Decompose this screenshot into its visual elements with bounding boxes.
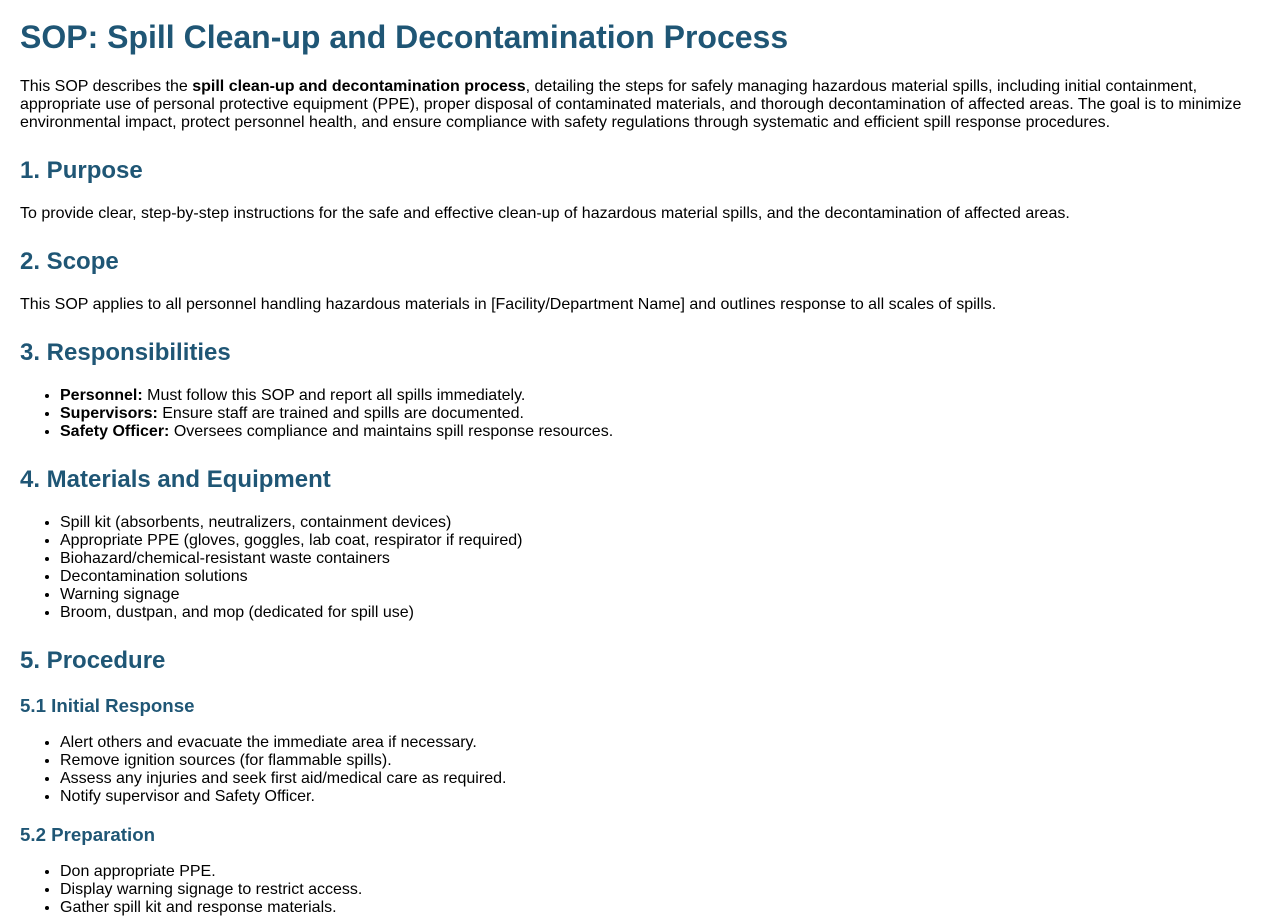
purpose-text: To provide clear, step-by-step instructions for the safe and effective clean-up of hazardous material spills, and the decontamination of affected areas. [20, 205, 1070, 222]
list-item: • Display warning signage to restrict access. [60, 881, 1243, 899]
page-title: SOP: Spill Clean-up and Decontamination Process [20, 19, 789, 55]
list-item: • Gather spill kit and response materials. [60, 899, 1243, 917]
intro-bold-term: spill clean-up and decontamination process [192, 78, 526, 95]
list-item: • Spill kit (absorbents, neutralizers, containment devices) [60, 514, 1243, 532]
section-heading-procedure: 5. Procedure [20, 647, 166, 674]
role-label: Supervisors: [60, 405, 158, 422]
intro-suffix: , detailing the steps for safely managing hazardous material spills, including initial containment, appropriate use of personal protective equipment (PPE), proper disposal of contaminated materials, and thorough decontamination of affected areas. The goal is to minimize environmental impact, protect personnel health, and ensure compliance with safety regulations through systematic and efficient spill response procedures. [20, 78, 1242, 131]
list-item: • Decontamination solutions [60, 568, 1243, 586]
list-item [60, 405, 1243, 423]
preparation-list [20, 863, 1243, 917]
list-item: • Appropriate PPE (gloves, goggles, lab coat, respirator if required) [60, 532, 1243, 550]
materials-list [20, 514, 1243, 622]
section-heading-responsibilities: 3. Responsibilities [20, 339, 231, 366]
intro-prefix: This SOP describes the [20, 78, 193, 95]
list-item: • Notify supervisor and Safety Officer. [60, 788, 1243, 806]
responsibilities-list [20, 387, 1243, 441]
section-heading-purpose: 1. Purpose [20, 157, 143, 184]
list-item: • Broom, dustpan, and mop (dedicated for spill use) [60, 604, 1243, 622]
list-item [60, 423, 1243, 441]
role-label: Safety Officer: [60, 423, 170, 440]
role-label: Personnel: [60, 387, 143, 404]
list-item: • Assess any injuries and seek first aid/medical care as required. [60, 770, 1243, 788]
initial-response-list [20, 734, 1243, 806]
section-heading-scope: 2. Scope [20, 248, 119, 275]
section-heading-materials: 4. Materials and Equipment [20, 466, 331, 493]
scope-text: This SOP applies to all personnel handling hazardous materials in [Facility/Department Name] and outlines response to all scales of spills. [20, 296, 997, 313]
list-item [60, 387, 1243, 405]
list-item: • Biohazard/chemical-resistant waste containers [60, 550, 1243, 568]
subsection-heading-preparation: 5.2 Preparation [20, 824, 156, 845]
list-item: • Warning signage [60, 586, 1243, 604]
subsection-heading-initial-response: 5.1 Initial Response [20, 695, 195, 716]
list-item: • Alert others and evacuate the immediate area if necessary. [60, 734, 1243, 752]
intro-paragraph [20, 78, 1243, 132]
list-item: • Remove ignition sources (for flammable spills). [60, 752, 1243, 770]
list-item: • Don appropriate PPE. [60, 863, 1243, 881]
role-description: Ensure staff are trained and spills are documented. [157, 405, 524, 422]
role-description: Must follow this SOP and report all spills immediately. [142, 387, 526, 404]
role-description: Oversees compliance and maintains spill response resources. [169, 423, 614, 440]
